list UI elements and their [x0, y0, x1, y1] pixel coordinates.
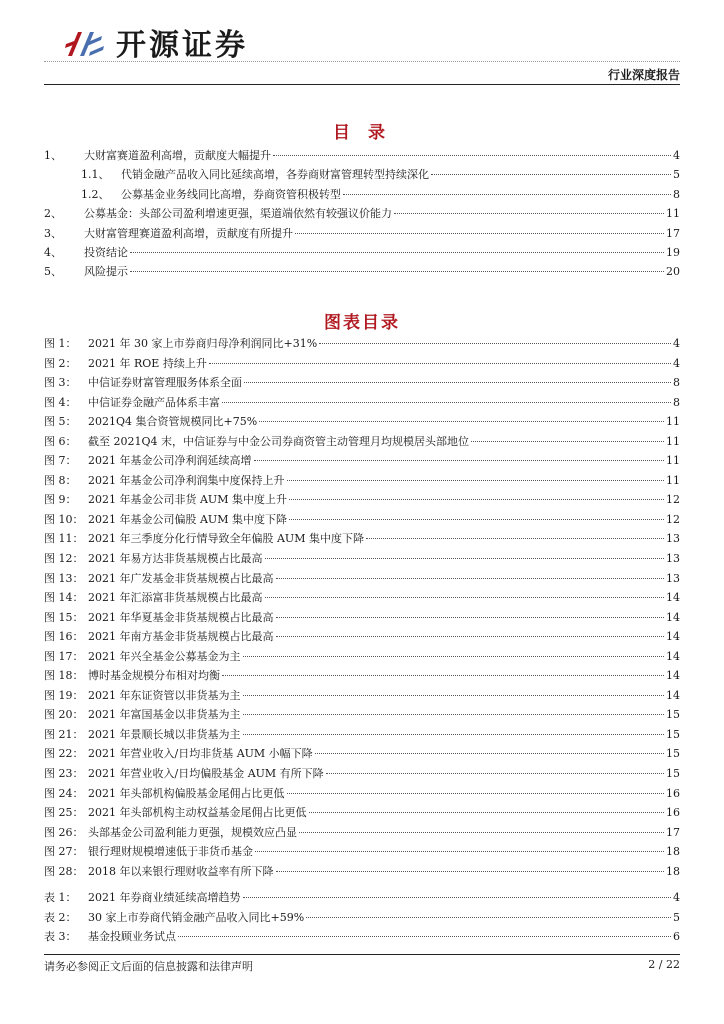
entry-text: 银行理财规模增速低于非货币基金: [88, 845, 253, 859]
company-logo: [62, 20, 248, 64]
entry-page: 6: [673, 930, 680, 944]
entry-number: 1.2、: [81, 187, 110, 201]
entry-text: 2021 年易方达非货基规模占比最高: [88, 552, 263, 566]
toc-entry[interactable]: [44, 588, 680, 608]
leader-dots: [326, 773, 664, 774]
leader-dots: [243, 897, 672, 898]
entry-page: 4: [673, 149, 680, 162]
toc-entry[interactable]: [44, 412, 680, 432]
leader-dots: [299, 832, 664, 833]
entry-text: 2021 年南方基金非货基规模占比最高: [88, 630, 274, 644]
entry-page: 8: [673, 187, 680, 201]
toc-list: [44, 146, 680, 282]
entry-page: 13: [666, 571, 680, 585]
leader-dots: [130, 252, 664, 253]
entry-number: 图 15：: [44, 610, 84, 624]
entry-text: 2021 年兴全基金公募基金为主: [88, 649, 241, 663]
toc-entry[interactable]: [44, 862, 680, 882]
entry-page: 13: [666, 532, 680, 546]
entry-number: 图 9：: [44, 493, 77, 507]
entry-text: 投资结论: [84, 245, 128, 259]
leader-dots: [222, 402, 671, 403]
entry-page: 4: [673, 337, 680, 350]
entry-number: 表 2：: [44, 910, 77, 924]
toc-entry[interactable]: [44, 725, 680, 745]
toc-entry[interactable]: [44, 569, 680, 589]
figure-list-title: 图表目录: [324, 313, 400, 333]
entry-page: 14: [666, 649, 680, 663]
toc-entry[interactable]: [44, 686, 680, 706]
entry-number: 图 25：: [44, 806, 84, 820]
entry-text: 大财富管理赛道盈利高增，贡献度有所提升: [84, 226, 293, 240]
entry-text: 2021 年汇添富非货基规模占比最高: [88, 591, 263, 605]
toc-entry[interactable]: [44, 262, 680, 281]
toc-entry[interactable]: [44, 510, 680, 530]
entry-text: 2018 年以来银行理财收益率有所下降: [88, 864, 274, 878]
toc-entry[interactable]: [44, 842, 680, 862]
toc-entry[interactable]: [44, 471, 680, 491]
entry-text: 2021 年营业收入/日均偏股基金 AUM 有所下降: [88, 767, 324, 781]
entry-text: 代销金融产品收入同比延续高增，各券商财富管理转型持续深化: [121, 168, 429, 182]
leader-dots: [276, 871, 665, 872]
entry-number: 图 18：: [44, 669, 84, 683]
entry-number: 2、: [44, 207, 62, 221]
leader-dots: [243, 714, 665, 715]
entry-number: 图 22：: [44, 747, 84, 761]
entry-text: 中信证券金融产品体系丰富: [88, 395, 220, 409]
entry-text: 2021 年广发基金非货基规模占比最高: [88, 571, 274, 585]
entry-page: 14: [666, 669, 680, 683]
leader-dots: [178, 936, 671, 937]
entry-number: 图 16：: [44, 630, 84, 644]
toc-entry[interactable]: [44, 490, 680, 510]
entry-number: 图 14：: [44, 591, 84, 605]
entry-text: 截至 2021Q4 末，中信证券与中金公司券商资管主动管理月均规模居头部地位: [88, 434, 470, 448]
toc-entry[interactable]: [44, 243, 680, 262]
entry-number: 4、: [44, 245, 62, 259]
leader-dots: [209, 363, 671, 364]
leader-dots: [287, 480, 665, 481]
leader-dots: [394, 213, 664, 214]
leader-dots: [265, 558, 665, 559]
entry-text: 2021 年头部机构主动权益基金尾佣占比更低: [88, 806, 307, 820]
leader-dots: [244, 382, 671, 383]
entry-text: 2021 年 30 家上市券商归母净利润同比+31%: [88, 337, 318, 350]
entry-number: 图 6：: [44, 434, 77, 448]
toc-entry[interactable]: [44, 764, 680, 784]
entry-page: 4: [673, 356, 680, 370]
toc-entry[interactable]: [44, 705, 680, 725]
leader-dots: [222, 675, 664, 676]
entry-page: 15: [666, 708, 680, 722]
entry-page: 18: [666, 845, 680, 859]
leader-dots: [319, 343, 671, 344]
leader-dots: [276, 636, 665, 637]
entry-number: 图 20：: [44, 708, 84, 722]
leader-dots: [254, 460, 665, 461]
entry-page: 11: [666, 415, 680, 429]
entry-text: 2021 年景顺长城以非货基为主: [88, 727, 241, 741]
report-type-label: 行业深度报告: [607, 68, 680, 82]
entry-text: 2021 年营业收入/日均非货基 AUM 小幅下降: [88, 747, 313, 761]
entry-text: 大财富赛道盈利高增，贡献度大幅提升: [84, 149, 271, 162]
entry-number: 图 7：: [44, 454, 77, 468]
entry-number: 1、: [44, 149, 62, 162]
header-dotted-line: [44, 61, 680, 62]
entry-page: 14: [666, 591, 680, 605]
entry-page: 17: [666, 825, 680, 839]
toc-entry[interactable]: [44, 608, 680, 628]
entry-page: 11: [666, 207, 680, 221]
entry-text: 2021 年基金公司非货 AUM 集中度上升: [88, 493, 287, 507]
leader-dots: [243, 656, 665, 657]
entry-page: 16: [666, 806, 680, 820]
entry-number: 图 17：: [44, 649, 84, 663]
toc-entry[interactable]: [44, 165, 680, 184]
leader-dots: [276, 578, 665, 579]
entry-page: 11: [666, 454, 680, 468]
toc-entry[interactable]: [44, 549, 680, 569]
entry-number: 3、: [44, 226, 62, 240]
leader-dots: [343, 194, 671, 195]
entry-number: 图 5：: [44, 415, 77, 429]
entry-text: 2021 年基金公司净利润延续高增: [88, 454, 252, 468]
entry-text: 2021 年券商业绩延续高增趋势: [88, 891, 241, 904]
entry-page: 12: [666, 493, 680, 507]
figure-list: [44, 334, 680, 881]
entry-number: 图 23：: [44, 767, 84, 781]
entry-page: 4: [673, 891, 680, 904]
leader-dots: [259, 421, 664, 422]
entry-page: 12: [666, 512, 680, 526]
entry-text: 30 家上市券商代销金融产品收入同比+59%: [88, 910, 305, 924]
toc-title: 目 录: [333, 123, 391, 143]
entry-number: 图 28：: [44, 864, 84, 878]
entry-number: 图 3：: [44, 376, 77, 390]
entry-number: 表 3：: [44, 930, 77, 944]
entry-text: 2021 年基金公司偏股 AUM 集中度下降: [88, 512, 287, 526]
toc-entry[interactable]: [44, 529, 680, 549]
entry-text: 2021 年 ROE 持续上升: [88, 356, 207, 370]
toc-entry[interactable]: [44, 647, 680, 667]
entry-text: 2021 年富国基金以非货基为主: [88, 708, 241, 722]
entry-number: 图 13：: [44, 571, 84, 585]
toc-entry[interactable]: [44, 627, 680, 647]
toc-entry[interactable]: [44, 185, 680, 204]
entry-text: 头部基金公司盈利能力更强，规模效应凸显: [88, 825, 297, 839]
toc-entry[interactable]: [44, 224, 680, 243]
entry-number: 图 19：: [44, 688, 84, 702]
toc-entry[interactable]: [44, 927, 680, 947]
entry-number: 表 1：: [44, 891, 77, 904]
toc-entry[interactable]: [44, 354, 680, 374]
entry-page: 13: [666, 552, 680, 566]
entry-number: 图 12：: [44, 552, 84, 566]
entry-page: 17: [666, 226, 680, 240]
entry-number: 图 1：: [44, 337, 77, 350]
toc-entry[interactable]: [44, 744, 680, 764]
entry-text: 2021 年基金公司净利润集中度保持上升: [88, 473, 285, 487]
leader-dots: [289, 519, 664, 520]
entry-text: 2021 年东证资管以非货基为主: [88, 688, 241, 702]
toc-entry[interactable]: [44, 908, 680, 928]
entry-page: 14: [666, 630, 680, 644]
leader-dots: [306, 917, 671, 918]
leader-dots: [431, 174, 671, 175]
entry-number: 5、: [44, 265, 62, 279]
leader-dots: [243, 695, 665, 696]
entry-text: 中信证券财富管理服务体系全面: [88, 376, 242, 390]
entry-page: 8: [673, 376, 680, 390]
entry-page: 11: [666, 473, 680, 487]
brand-name: 开源证券: [116, 28, 248, 63]
entry-number: 图 21：: [44, 727, 84, 741]
entry-number: 图 4：: [44, 395, 77, 409]
leader-dots: [366, 538, 664, 539]
entry-number: 图 27：: [44, 845, 84, 859]
entry-number: 图 11：: [44, 532, 84, 546]
toc-entry[interactable]: [44, 666, 680, 686]
entry-text: 2021 年头部机构偏股基金尾佣占比更低: [88, 786, 285, 800]
entry-text: 2021Q4 集合资管规模同比+75%: [88, 415, 258, 429]
toc-entry[interactable]: [44, 803, 680, 823]
footer-rule: [44, 954, 680, 955]
entry-page: 15: [666, 747, 680, 761]
toc-entry[interactable]: [44, 823, 680, 843]
entry-page: 11: [666, 434, 680, 448]
page-indicator: 2 / 22: [648, 958, 680, 971]
entry-text: 博时基金规模分布相对均衡: [88, 669, 220, 683]
leader-dots: [287, 793, 665, 794]
entry-page: 5: [673, 910, 680, 924]
toc-entry[interactable]: [44, 784, 680, 804]
entry-number: 图 8：: [44, 473, 77, 487]
entry-text: 公募基金业务线同比高增，券商资管积极转型: [121, 187, 341, 201]
toc-entry[interactable]: [44, 432, 680, 452]
leader-dots: [255, 851, 664, 852]
entry-number: 图 10：: [44, 512, 84, 526]
logo-mark-icon: [62, 22, 108, 62]
leader-dots: [265, 597, 665, 598]
leader-dots: [289, 499, 664, 500]
entry-page: 8: [673, 395, 680, 409]
header-rule: [44, 84, 680, 85]
leader-dots: [315, 753, 664, 754]
leader-dots: [295, 233, 664, 234]
entry-page: 5: [673, 168, 680, 182]
leader-dots: [130, 271, 664, 272]
entry-page: 19: [666, 245, 680, 259]
entry-number: 图 2：: [44, 356, 77, 370]
toc-entry[interactable]: [44, 373, 680, 393]
entry-number: 图 24：: [44, 786, 84, 800]
entry-text: 基金投顾业务试点: [88, 930, 176, 944]
table-list: [44, 888, 680, 947]
toc-entry[interactable]: [44, 451, 680, 471]
entry-page: 20: [666, 265, 680, 279]
leader-dots: [273, 155, 671, 156]
toc-entry[interactable]: [44, 204, 680, 223]
entry-page: 14: [666, 688, 680, 702]
leader-dots: [276, 617, 665, 618]
toc-entry[interactable]: [44, 334, 680, 354]
entry-number: 图 26：: [44, 825, 84, 839]
page-header: [0, 0, 724, 86]
leader-dots: [309, 812, 665, 813]
leader-dots: [243, 734, 665, 735]
toc-entry[interactable]: [44, 393, 680, 413]
footer-disclaimer: 请务必参阅正文后面的信息披露和法律声明: [44, 960, 253, 973]
entry-page: 18: [666, 864, 680, 878]
entry-text: 风险提示: [84, 265, 128, 279]
entry-page: 15: [666, 767, 680, 781]
entry-text: 公募基金：头部公司盈利增速更强，渠道端依然有较强议价能力: [84, 207, 392, 221]
entry-page: 15: [666, 727, 680, 741]
toc-entry[interactable]: [44, 146, 680, 165]
toc-entry[interactable]: [44, 888, 680, 908]
entry-page: 14: [666, 610, 680, 624]
entry-page: 16: [666, 786, 680, 800]
entry-text: 2021 年三季度分化行情导致全年偏股 AUM 集中度下降: [88, 532, 364, 546]
entry-number: 1.1、: [81, 168, 110, 182]
leader-dots: [471, 441, 664, 442]
entry-text: 2021 年华夏基金非货基规模占比最高: [88, 610, 274, 624]
